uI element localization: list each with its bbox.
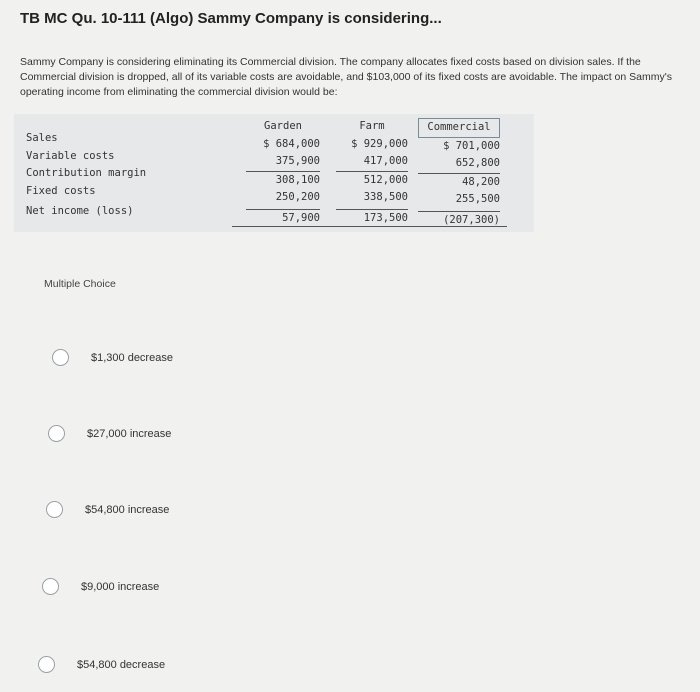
- cell-farm-net: 173,500: [336, 209, 408, 228]
- option-5[interactable]: [38, 656, 165, 673]
- column-header-farm: Farm: [359, 120, 385, 132]
- cell-farm-cm: 512,000: [336, 171, 408, 190]
- column-commercial: [418, 118, 500, 229]
- column-garden: [246, 118, 320, 227]
- cell-commercial-fixed: 255,500: [455, 193, 500, 205]
- radio-option-3[interactable]: [46, 501, 63, 518]
- row-label-sales: Sales: [26, 132, 58, 144]
- column-farm: [336, 118, 408, 227]
- row-label-net-income: Net income (loss): [26, 205, 134, 217]
- column-header-commercial: Commercial: [418, 118, 500, 138]
- cell-commercial-sales: $ 701,000: [443, 139, 500, 152]
- question-prompt: Sammy Company is considering eliminating its Commercial division. The company allocates fixed costs based on division sales. If the Commercial division is dropped, all of its variable costs are avoidable, and $103,000 of its fixed costs are avoidable. The impact on Sammy's operating income from eliminating the commercial division would be:: [20, 56, 672, 98]
- cell-garden-cm: 308,100: [246, 171, 320, 190]
- row-label-variable-costs: Variable costs: [26, 149, 115, 162]
- option-3-label[interactable]: $54,800 increase: [85, 503, 170, 516]
- multiple-choice-label: Multiple Choice: [44, 278, 116, 290]
- cell-garden-fixed: 250,200: [275, 191, 320, 203]
- radio-option-2[interactable]: [48, 425, 65, 442]
- cell-commercial-variable: 652,800: [455, 157, 500, 169]
- column-header-garden: Garden: [264, 120, 302, 132]
- option-3[interactable]: [46, 501, 169, 518]
- option-2[interactable]: [48, 425, 171, 442]
- radio-option-1[interactable]: [52, 349, 69, 366]
- question-title: TB MC Qu. 10-111 (Algo) Sammy Company is considering...: [20, 10, 442, 27]
- option-2-label[interactable]: $27,000 increase: [87, 427, 172, 440]
- option-5-label[interactable]: $54,800 decrease: [77, 658, 166, 671]
- double-underline: [232, 226, 507, 227]
- option-1[interactable]: [52, 349, 173, 366]
- cell-garden-net: 57,900: [246, 209, 320, 228]
- cell-farm-sales: $ 929,000: [351, 137, 408, 150]
- cell-farm-variable: 417,000: [363, 155, 408, 167]
- row-label-fixed-costs: Fixed costs: [26, 184, 96, 197]
- radio-option-5[interactable]: [38, 656, 55, 673]
- radio-option-4[interactable]: [42, 578, 59, 595]
- cell-farm-fixed: 338,500: [363, 191, 408, 203]
- cell-commercial-net: (207,300): [418, 211, 500, 230]
- option-4-label[interactable]: $9,000 increase: [81, 580, 160, 593]
- row-label-contribution-margin: Contribution margin: [26, 167, 147, 179]
- option-1-label[interactable]: $1,300 decrease: [91, 351, 173, 364]
- cell-garden-variable: 375,900: [275, 155, 320, 167]
- option-4[interactable]: [42, 578, 159, 595]
- cell-commercial-cm: 48,200: [418, 173, 500, 192]
- cell-garden-sales: $ 684,000: [263, 137, 320, 150]
- row-labels: [26, 130, 146, 221]
